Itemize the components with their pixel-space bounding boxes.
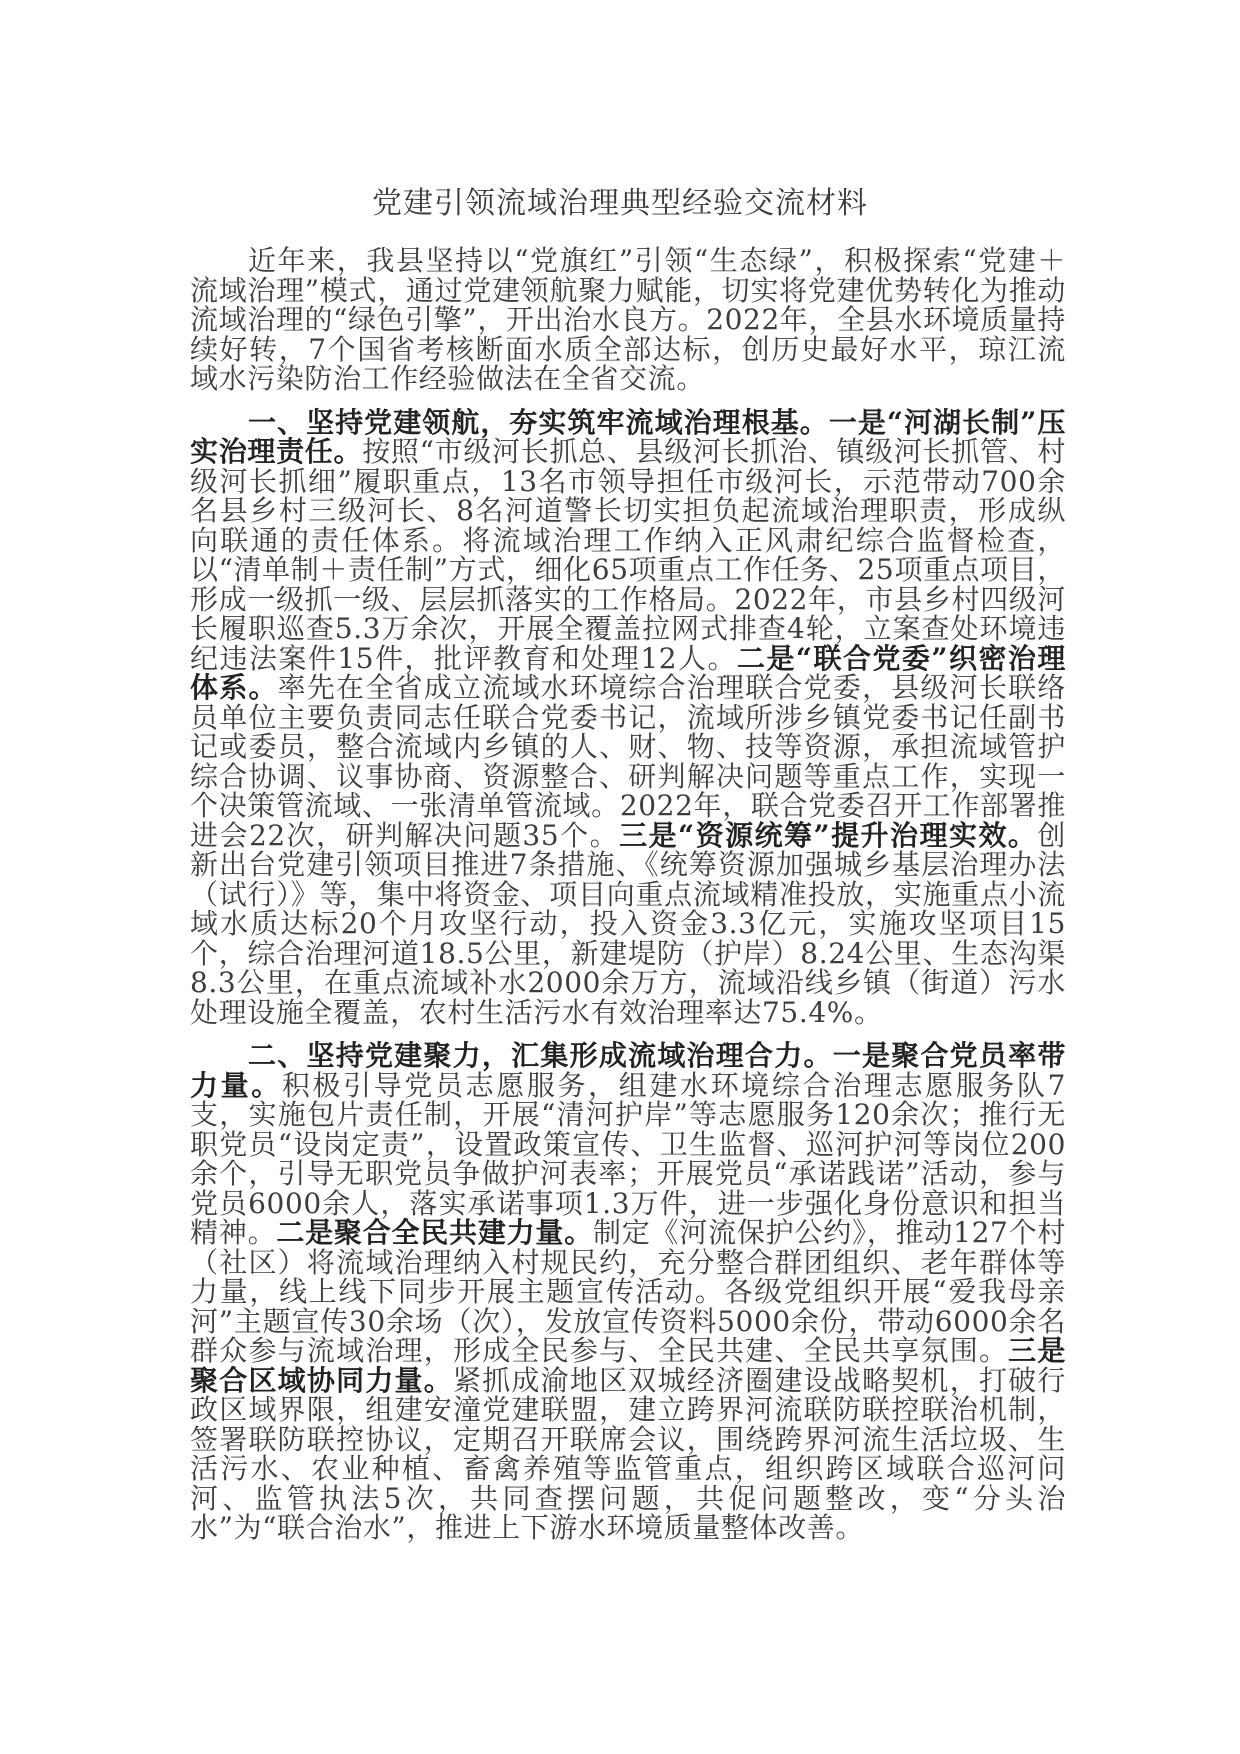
subsection-heading: 三是“资源统筹”提升治理实效。	[619, 818, 1038, 852]
paragraph-text: 率先在全省成立流域水环境综合治理联合党委，县级河长联络员单位主要负责同志任联合党委书记，流域所涉乡镇党委书记任副书记或委员，整合流域内乡镇的人、财、物、技等资源，承担流域管护综合协调、议事协商、资源整合、研判解决问题等重点工作，实现一个决策管流域、一张清单管流域。2022年，联合党委召开工作部署推进会22次，研判解决问题35个。	[190, 671, 1066, 852]
paragraph-text: 按照“市级河长抓总、县级河长抓治、镇级河长抓管、村级河长抓细”履职重点，13名市领导担任市级河长，示范带动700余名县乡村三级河长、8名河道警长切实担负起流域治理职责，形成纵向联通的责任体系。将流域治理工作纳入正风肃纪综合监督检查，以“清单制＋责任制”方式，细化65项重点工作任务、25项重点项目，形成一级抓一级、层层抓落实的工作格局。2022年，市县乡村四级河长履职巡查5.3万余次，开展全覆盖拉网式排查4轮，立案查处环境违纪违法案件15件，批评教育和处理12人。	[190, 435, 1066, 675]
paragraph-text: 创新出台党建引领项目推进7条措施、《统筹资源加强城乡基层治理办法（试行）》等，集中将资金、项目向重点流域精准投放，实施重点小流域水质达标20个月攻坚行动，投入资金3.3亿元，实施攻坚项目15个，综合治理河道18.5公里，新建堤防（护岸）8.24公里、生态沟渠8.3公里，在重点流域补水2000余万方，流域沿线乡镇（街道）污水处理设施全覆盖，农村生活污水有效治理率达75.4%。	[190, 818, 1067, 1029]
document-body	[190, 246, 1066, 1557]
section-heading: 二、坚持党建聚力，汇集形成流域治理合力。一是聚合党员率带力量。	[190, 1039, 1066, 1102]
subsection-heading: 三是聚合区域协同力量。	[190, 1334, 1066, 1397]
subsection-heading: 二是“联合党委”织密治理体系。	[190, 641, 1066, 704]
paragraph-text: 制定《河流保护公约》，推动127个村（社区）将流域治理纳入村规民约，充分整合群团组织、老年群体等力量，线上线下同步开展主题宣传活动。各级党组织开展“爱我母亲河”主题宣传30余场（次），发放宣传资料5000余份，带动6000余名群众参与流域治理，形成全民参与、全民共建、全民共享氛围。	[190, 1216, 1066, 1367]
section-heading: 一、坚持党建领航，夯实筑牢流域治理根基。一是“河湖长制”压实治理责任。	[190, 405, 1066, 468]
subsection-heading: 二是聚合全民共建力量。	[276, 1216, 593, 1249]
paragraph-text: 紧抓成渝地区双城经济圈建设战略契机，打破行政区域界限，组建安潼党建联盟，建立跨界河流联防联控联治机制，签署联防联控协议，定期召开联席会议，围绕跨界河流生活垃圾、生活污水、农业种植、畜禽养殖等监管重点，组织跨区域联合巡河问河、监管执法5次，共同查摆问题，共促问题整改，变“分头治水”为“联合治水”，推进上下游水环境质量整体改善。	[190, 1363, 1066, 1544]
paragraph-text: 积极引导党员志愿服务，组建水环境综合治理志愿服务队7支，实施包片责任制，开展“清河护岸”等志愿服务120余次；推行无职党员“设岗定责”，设置政策宣传、卫生监督、巡河护河等岗位200余个，引导无职党员争做护河表率；开展党员“承诺践诺”活动，参与党员6000余人，落实承诺事项1.3万件，进一步强化身份意识和担当精神。	[190, 1068, 1066, 1249]
paragraph-text: 近年来，我县坚持以“党旗红”引领“生态绿”，积极探索“党建＋流域治理”模式，通过党建领航聚力赋能，切实将党建优势转化为推动流域治理的“绿色引擎”，开出治水良方。2022年，全县水环境质量持续好转，7个国省考核断面水质全部达标，创历史最好水平，琼江流域水污染防治工作经验做法在全省交流。	[190, 244, 1066, 395]
document-title: 党建引领流域治理典型经验交流材料	[372, 186, 868, 221]
section-two-paragraph	[190, 1041, 1066, 1543]
intro-paragraph	[190, 246, 1066, 394]
section-one-paragraph	[190, 405, 1067, 1029]
